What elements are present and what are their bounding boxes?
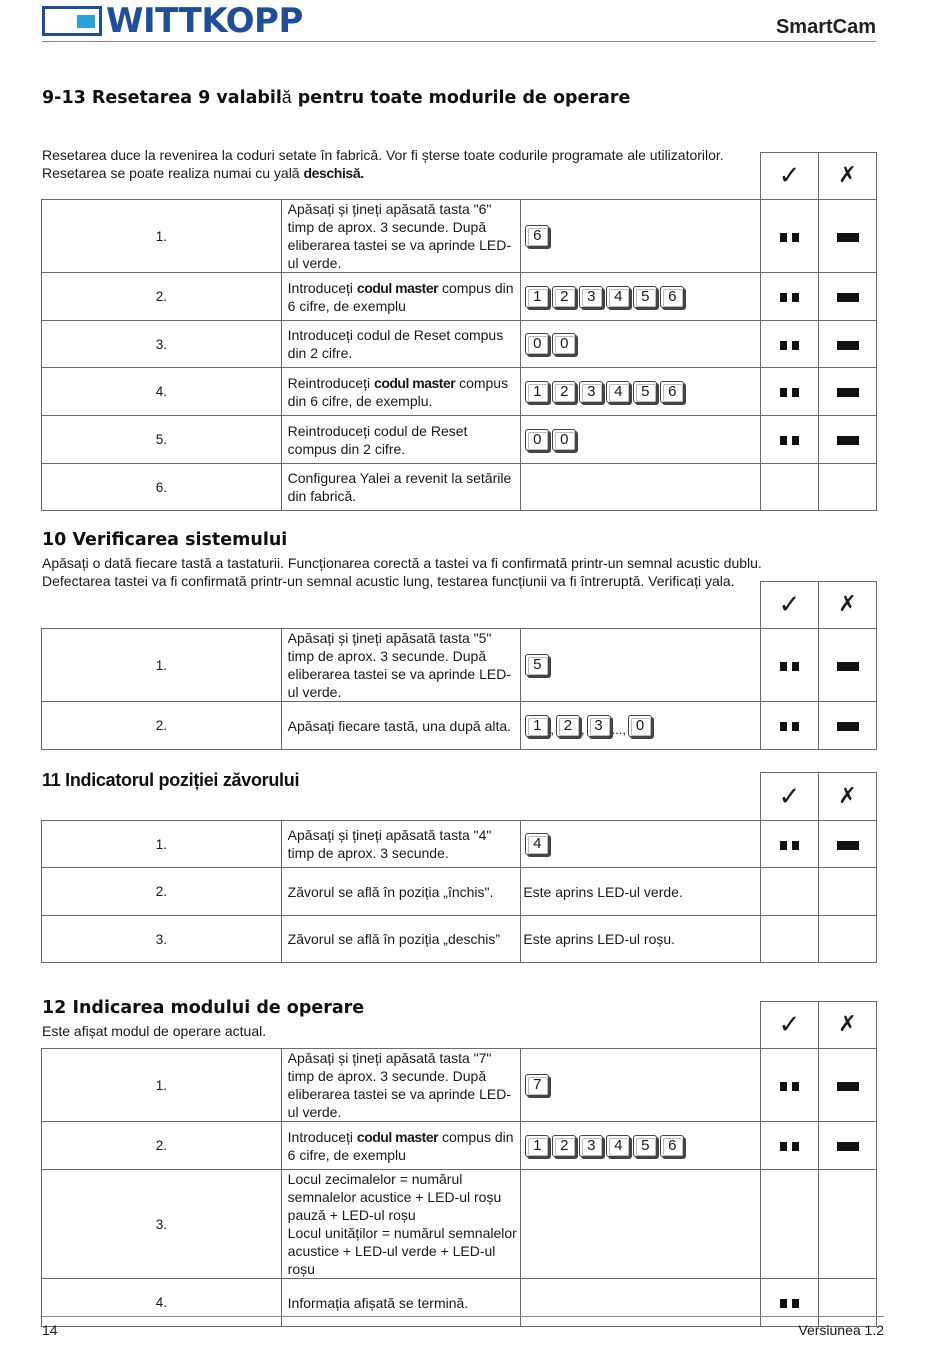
key-3: 3 <box>587 715 611 737</box>
double-beep-icon <box>780 341 800 350</box>
key-2: 2 <box>552 1135 576 1157</box>
table-row: 1. Apăsați și țineți apăsată tasta "6" timp de aprox. 3 secunde. După eliberarea tastei se va aprinde LED-ul verde. 6 <box>42 200 877 273</box>
double-beep-icon <box>780 388 800 397</box>
checkmark-icon: ✓ <box>778 590 801 620</box>
key-6: 6 <box>660 1135 684 1157</box>
double-beep-icon <box>780 233 800 242</box>
key-5: 5 <box>633 286 657 308</box>
version-label: Versiunea 1.2 <box>798 1322 884 1338</box>
section-9-13-intro: Resetarea duce la revenirea la coduri setate în fabrică. Vor fi șterse toate codurile programate ale utilizatorilor. Resetarea se poate realiza numai cu yală deschisă. <box>42 147 724 181</box>
key-6: 6 <box>660 286 684 308</box>
table-row: 4. Reintroduceți codul master compus din 6 cifre, de exemplu. 1 2 3 4 5 6 <box>42 368 877 416</box>
table-row: 1. Apăsați și țineți apăsată tasta "7" timp de aprox. 3 secunde. După eliberarea tastei se va aprinde LED-ul verde. 7 <box>42 1049 877 1122</box>
cross-icon: ✗ <box>838 163 857 188</box>
table-row: 1. Apăsați și țineți apăsată tasta "4" timp de aprox. 3 secunde. 4 <box>42 821 877 868</box>
bolt-position-table <box>41 772 877 963</box>
key-0: 0 <box>628 715 652 737</box>
cross-icon: ✗ <box>838 1012 857 1037</box>
key-1: 1 <box>525 715 549 737</box>
cross-icon: ✗ <box>838 592 857 617</box>
section-10-title: 10 Verificarea sistemului <box>42 530 288 550</box>
table-row: 3. Zăvorul se află în poziția „deschis” Este aprins LED-ul roșu. <box>42 916 877 963</box>
key-1: 1 <box>525 286 549 308</box>
key-6: 6 <box>525 225 549 247</box>
checkmark-icon: ✓ <box>778 781 801 812</box>
key-0: 0 <box>525 429 549 451</box>
section-9-13-title: 9-13 Resetarea 9 valabilă pentru toate modurile de operare <box>42 87 631 108</box>
operating-mode-table <box>41 1001 877 1327</box>
table-row: 2. Introduceți codul master compus din 6 cifre, de exemplu 1 2 3 4 5 6 <box>42 1122 877 1170</box>
section-10-intro: Apăsați o dată fiecare tastă a tastaturii. Funcționarea corectă a tastei va fi confirmată printr-un semnal acustic dublu. Defectarea tastei va fi confirmată printr-un semnal acustic lung, testarea funcțiunii va fi întreruptă. Verificați yala. <box>42 555 762 589</box>
logo-mark-icon <box>42 6 102 36</box>
brand-name: WITTKOPP <box>106 1 303 41</box>
double-beep-icon <box>780 436 800 445</box>
table-row: 5. Reintroduceți codul de Reset compus din 2 cifre. 0 0 <box>42 416 877 464</box>
key-3: 3 <box>579 1135 603 1157</box>
key-4: 4 <box>606 286 630 308</box>
double-beep-icon <box>780 841 800 850</box>
key-5: 5 <box>633 381 657 403</box>
header-divider <box>42 41 876 42</box>
checkmark-icon: ✓ <box>778 161 801 191</box>
cross-icon: ✗ <box>838 783 857 809</box>
double-beep-icon <box>780 1082 800 1091</box>
key-5: 5 <box>633 1135 657 1157</box>
table-row: 6. Configurea Yalei a revenit la setările din fabrică. <box>42 464 877 511</box>
long-beep-icon <box>837 1142 859 1151</box>
system-check-table <box>41 581 877 750</box>
long-beep-icon <box>837 662 859 671</box>
section-11-title: 11 Indicatorul poziției zăvorului <box>42 770 300 790</box>
key-6: 6 <box>660 381 684 403</box>
key-0: 0 <box>525 333 549 355</box>
double-beep-icon <box>780 293 800 302</box>
key-2: 2 <box>552 286 576 308</box>
key-4: 4 <box>606 381 630 403</box>
key-0: 0 <box>552 429 576 451</box>
key-4: 4 <box>525 833 549 855</box>
section-12-intro: Este afișat modul de operare actual. <box>42 1023 267 1039</box>
key-7: 7 <box>525 1074 549 1096</box>
key-0: 0 <box>552 333 576 355</box>
double-beep-icon <box>780 1142 800 1151</box>
long-beep-icon <box>837 841 859 850</box>
section-12-title: 12 Indicarea modului de operare <box>42 998 365 1018</box>
key-3: 3 <box>579 381 603 403</box>
checkmark-icon: ✓ <box>778 1010 801 1040</box>
long-beep-icon <box>837 233 859 242</box>
key-2: 2 <box>552 381 576 403</box>
long-beep-icon <box>837 293 859 302</box>
double-beep-icon <box>780 662 800 671</box>
key-5: 5 <box>525 654 549 676</box>
table-row: 2. Apăsați fiecare tastă, una după alta. 1 , 2 , 3 ..., 0 <box>42 702 877 750</box>
reset-steps-table <box>41 152 877 511</box>
long-beep-icon <box>837 388 859 397</box>
key-3: 3 <box>579 286 603 308</box>
key-1: 1 <box>525 381 549 403</box>
table-row: 3. Locul zecimalelor = numărul semnalelor acustice + LED-ul roșu pauză + LED-ul roșu Locul unităților = numărul semnalelor acustice + LED-ul verde + LED-ul roșu <box>42 1170 877 1279</box>
long-beep-icon <box>837 341 859 350</box>
table-row: 2. Zăvorul se află în poziția „închis". Este aprins LED-ul verde. <box>42 868 877 916</box>
double-beep-icon <box>780 722 800 731</box>
table-row: 3. Introduceți codul de Reset compus din 2 cifre. 0 0 <box>42 321 877 368</box>
table-row: 4. Informația afișată se termină. <box>42 1279 877 1327</box>
key-4: 4 <box>606 1135 630 1157</box>
key-1: 1 <box>525 1135 549 1157</box>
wittkopp-logo <box>42 1 303 41</box>
long-beep-icon <box>837 722 859 731</box>
key-2: 2 <box>556 715 580 737</box>
double-beep-icon <box>780 1299 800 1308</box>
page-number: 14 <box>42 1322 58 1338</box>
long-beep-icon <box>837 1082 859 1091</box>
table-row: 2. Introduceți codul master compus din 6 cifre, de exemplu 1 2 3 4 5 6 <box>42 273 877 321</box>
product-name: SmartCam <box>775 16 876 38</box>
table-row: 1. Apăsați și țineți apăsată tasta "5" timp de aprox. 3 secunde. După eliberarea tastei se va aprinde LED-ul verde. 5 <box>42 629 877 702</box>
long-beep-icon <box>837 436 859 445</box>
footer-divider <box>42 1316 884 1317</box>
